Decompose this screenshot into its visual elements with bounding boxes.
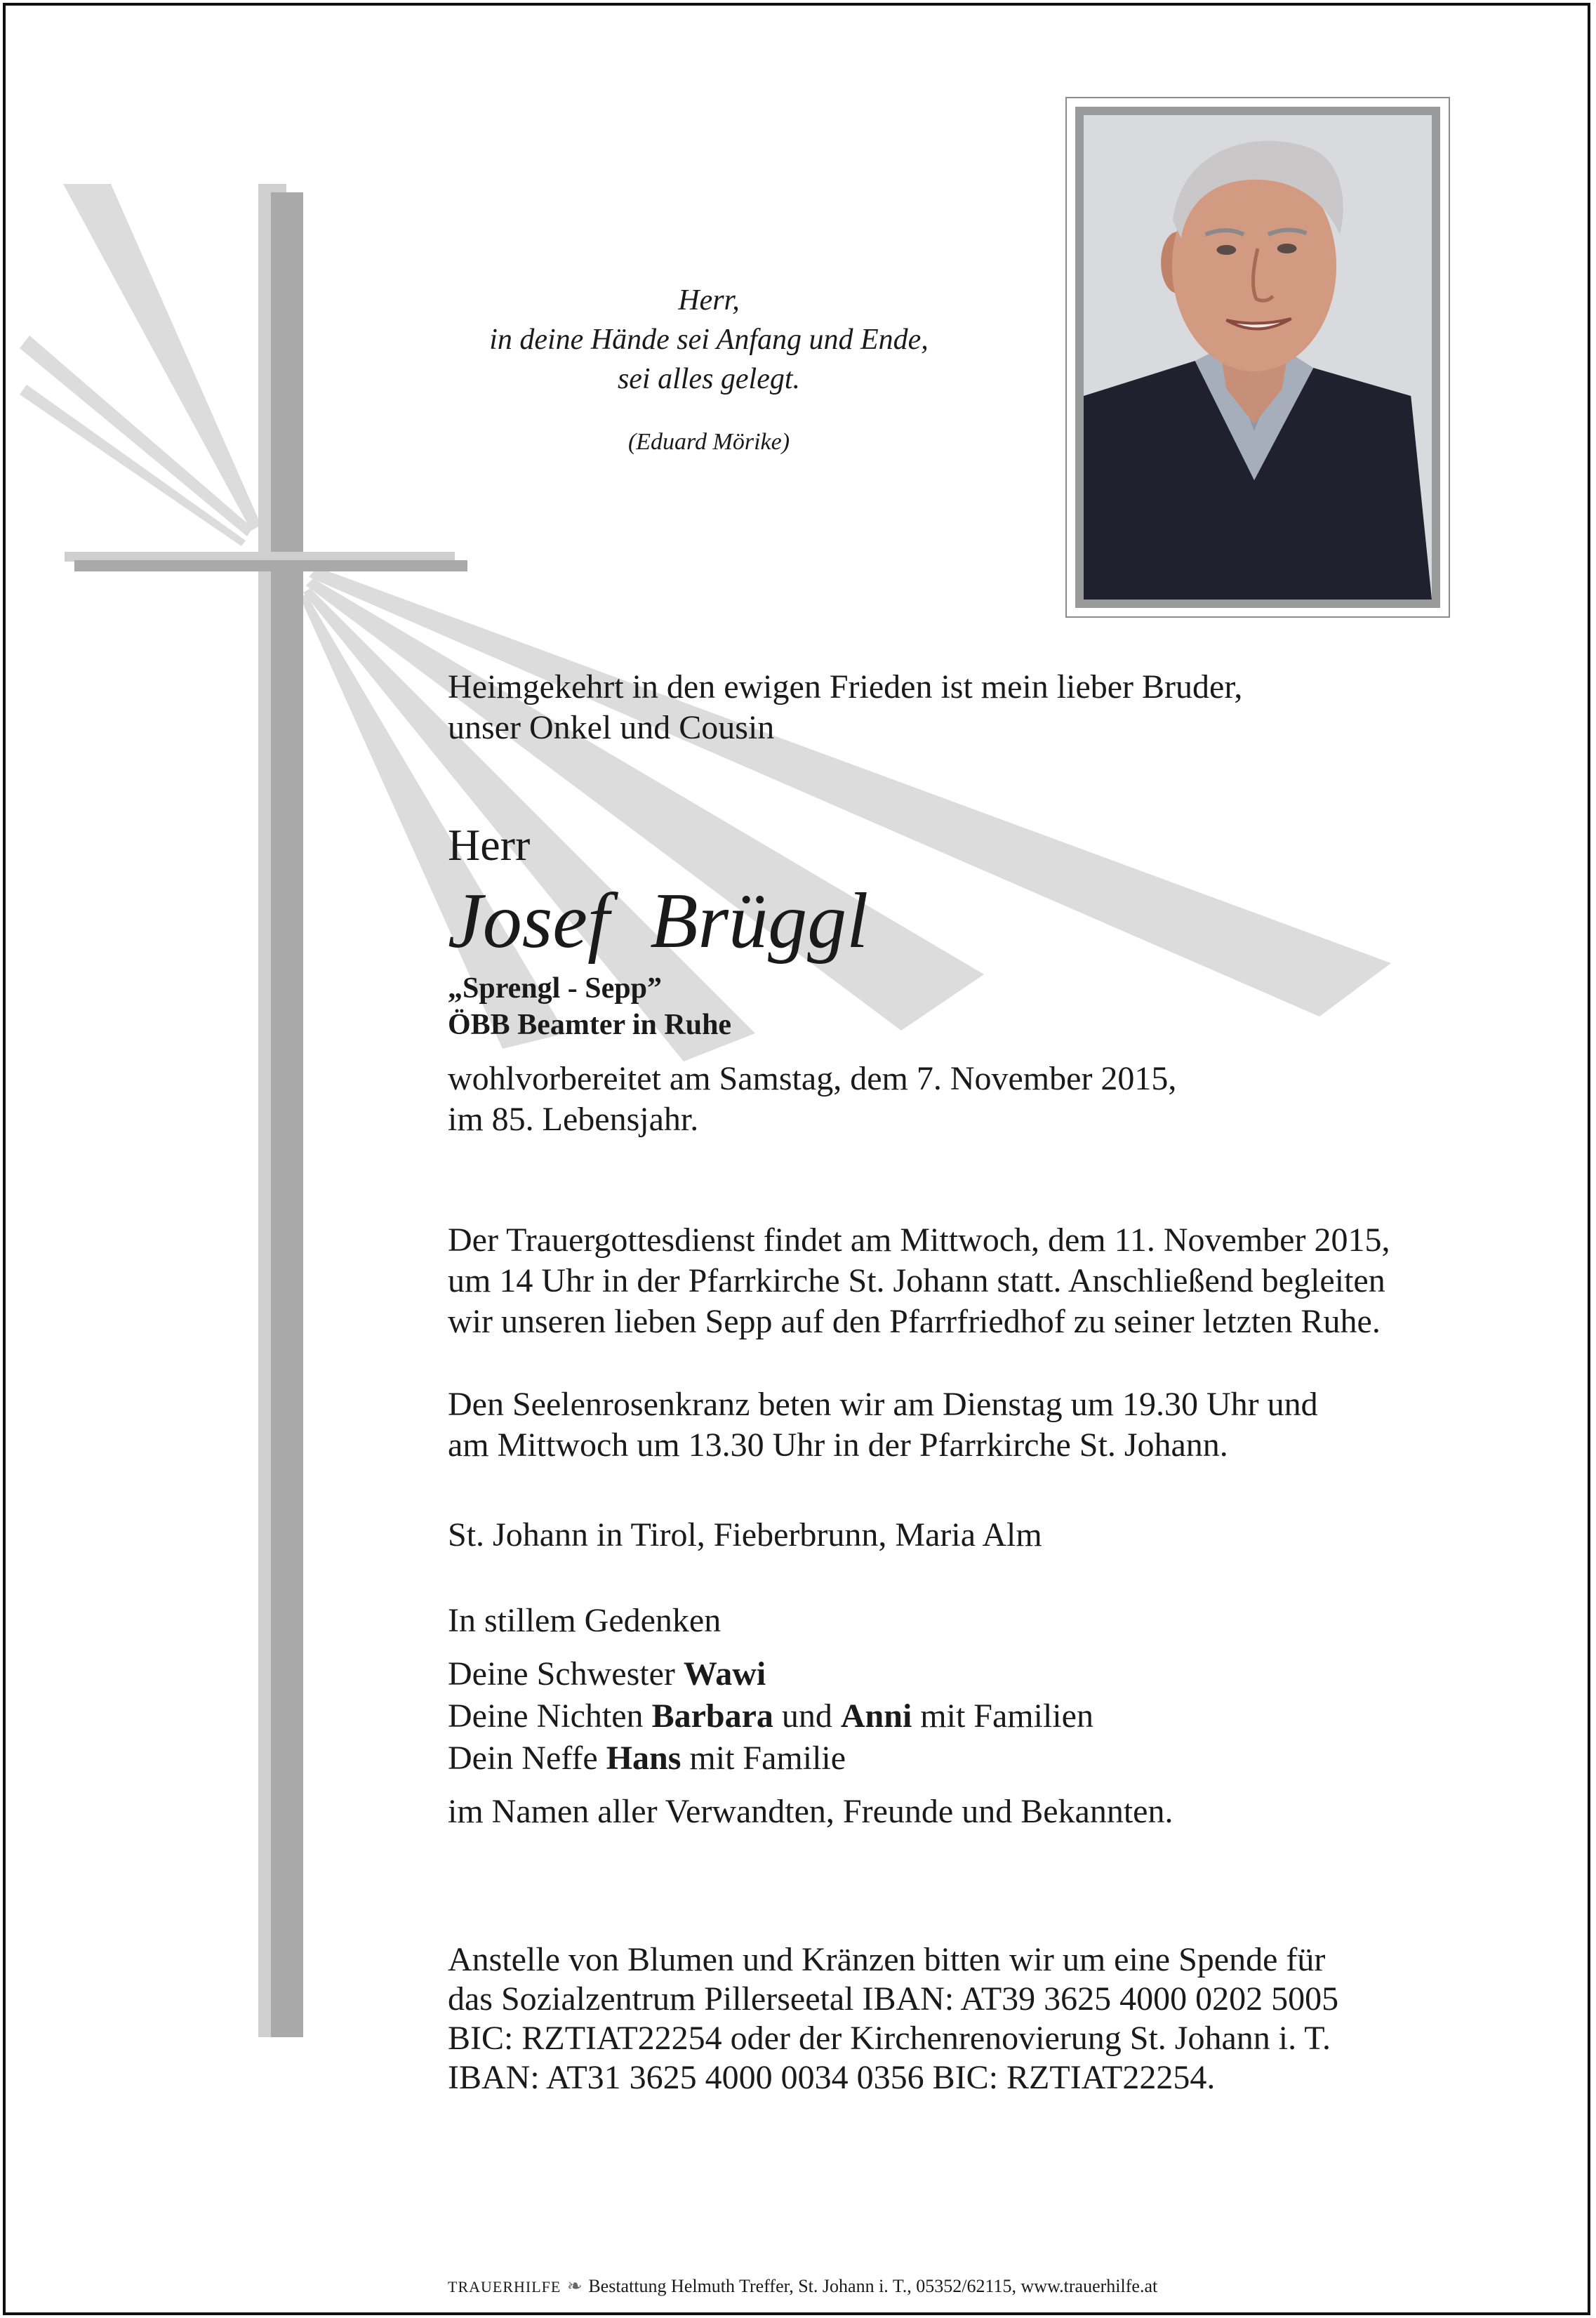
mourner-prefix: Dein Neffe xyxy=(448,1740,606,1777)
mourner-name: Barbara xyxy=(651,1697,773,1735)
service-line: wir unseren lieben Sepp auf den Pfarrfriedhof zu seiner letzten Ruhe. xyxy=(448,1303,1381,1340)
death-line: im 85. Lebensjahr. xyxy=(448,1101,699,1138)
mourner-nephew xyxy=(448,1738,1543,1780)
portrait-photo xyxy=(1075,107,1440,608)
intro-line: unser Onkel und Cousin xyxy=(448,709,775,746)
service-line: um 14 Uhr in der Pfarrkirche St. Johann statt. Anschließend begleiten xyxy=(448,1262,1385,1299)
mourner-suffix: mit Familie xyxy=(681,1740,846,1777)
donation-request xyxy=(448,1940,1543,2098)
deceased-nickname: „Sprengl - Sepp” xyxy=(448,972,662,1005)
dove-icon: ❧ xyxy=(566,2276,583,2296)
portrait-image xyxy=(1084,115,1432,600)
quote-line: in deine Hände sei Anfang und Ende, xyxy=(489,324,929,356)
quote-line: sei alles gelegt. xyxy=(617,363,801,395)
mourner-prefix: Deine Nichten xyxy=(448,1697,652,1735)
mourner-name: Wawi xyxy=(683,1655,766,1693)
footer-brand: TRAUERHILFE xyxy=(448,2278,561,2296)
portrait-frame xyxy=(1065,97,1450,618)
mourner-name: Hans xyxy=(606,1740,681,1777)
donation-line: BIC: RZTIAT22254 oder der Kirchenrenovierung St. Johann i. T. xyxy=(448,2020,1331,2057)
donation-line: IBAN: AT31 3625 4000 0034 0356 BIC: RZTIAT22254. xyxy=(448,2059,1216,2096)
mourner-name: Anni xyxy=(840,1697,912,1735)
service-line: Der Trauergottesdienst findet am Mittwoch, dem 11. November 2015, xyxy=(448,1221,1390,1259)
donation-line: Anstelle von Blumen und Kränzen bitten wir um eine Spende für xyxy=(448,1941,1326,1978)
mourner-suffix: mit Familien xyxy=(912,1697,1093,1735)
intro-line: Heimgekehrt in den ewigen Frieden ist mein lieber Bruder, xyxy=(448,668,1243,706)
rosary-line: Den Seelenrosenkranz beten wir am Dienstag um 19.30 Uhr und xyxy=(448,1386,1318,1423)
cross-vertical-beam xyxy=(271,192,303,2037)
ray xyxy=(20,385,246,546)
mourner-connector: und xyxy=(773,1697,841,1735)
cross-horizontal-shadow xyxy=(65,552,455,562)
funeral-service-info xyxy=(448,1220,1543,1342)
donation-line: das Sozialzentrum Pillerseetal IBAN: AT39 3625 4000 0202 5005 xyxy=(448,1980,1339,2018)
quote-block xyxy=(393,281,1025,462)
deceased-name: Josef Brüggl xyxy=(448,877,869,965)
rosary-info xyxy=(448,1384,1543,1466)
places-line: St. Johann in Tirol, Fieberbrunn, Maria Alm xyxy=(448,1516,1042,1554)
quote-author: (Eduard Mörike) xyxy=(627,429,790,455)
intro-text xyxy=(448,667,1543,748)
deceased-details xyxy=(448,970,1543,1043)
mourners-heading: In stillem Gedenken xyxy=(448,1602,721,1639)
cross-horizontal-beam xyxy=(74,560,467,571)
mourner-prefix: Deine Schwester xyxy=(448,1655,684,1693)
footer-text: Bestattung Helmuth Treffer, St. Johann i. T., 05352/62115, www.trauerhilfe.at xyxy=(588,2276,1158,2296)
mourner-sister xyxy=(448,1654,1543,1696)
mourners-closing: im Namen aller Verwandten, Freunde und Bekannten. xyxy=(448,1793,1173,1830)
death-line: wohlvorbereitet am Samstag, dem 7. November 2015, xyxy=(448,1060,1177,1097)
rosary-line: am Mittwoch um 13.30 Uhr in der Pfarrkirche St. Johann. xyxy=(448,1426,1228,1464)
deceased-occupation: ÖBB Beamter in Ruhe xyxy=(448,1009,732,1041)
mourners-block xyxy=(448,1601,1543,1834)
mourner-nieces xyxy=(448,1696,1543,1738)
ray xyxy=(63,184,261,531)
footer-imprint xyxy=(448,2274,1571,2299)
quote-line: Herr, xyxy=(678,284,740,317)
deceased-title: Herr xyxy=(448,820,531,870)
death-notice xyxy=(448,1059,1543,1140)
